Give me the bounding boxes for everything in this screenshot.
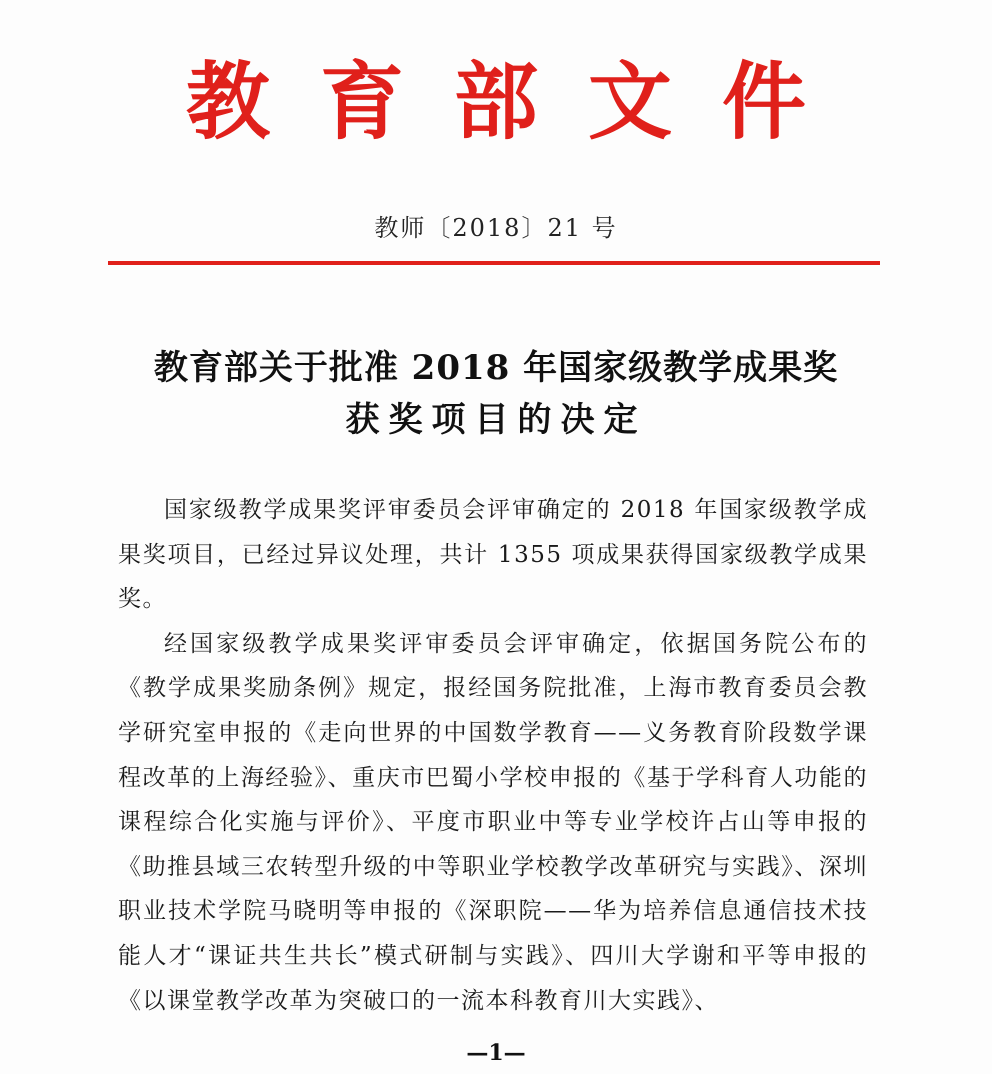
body-paragraph-2: 经国家级教学成果奖评审委员会评审确定，依据国务院公布的《教学成果奖励条例》规定，报经国务院批准，上海市教育委员会教学研究室申报的《走向世界的中国数学教育——义务教育阶段数学课程改革的上海经验》、重庆市巴蜀小学校申报的《基于学科育人功能的课程综合化实施与评价》、平度市职业中等专业学校许占山等申报的《助推县域三农转型升级的中等职业学校教学改革研究与实践》、深圳职业技术学院马晓明等申报的《深职院——华为培养信息通信技术技能人才“课证共生共长”模式研制与实践》、四川大学谢和平等申报的《以课堂教学改革为突破口的一流本科教育川大实践》、 [118,630,868,1014]
red-divider-line [108,261,880,265]
body-paragraph-1: 国家级教学成果奖评审委员会评审确定的 2018 年国家级教学成果奖项目，已经过异议处理，共计 1355 项成果获得国家级教学成果奖。 [118,497,868,613]
document-title-line-2: 获奖项目的决定 [345,400,647,440]
document-number: 教师〔2018〕21 号 [374,214,618,242]
document-body [118,488,868,1023]
document-title-line-1: 教育部关于批准 2018 年国家级教学成果奖 [153,348,839,388]
page-number: —1— [466,1040,526,1066]
masthead-title: 教育部文件 [185,53,856,151]
